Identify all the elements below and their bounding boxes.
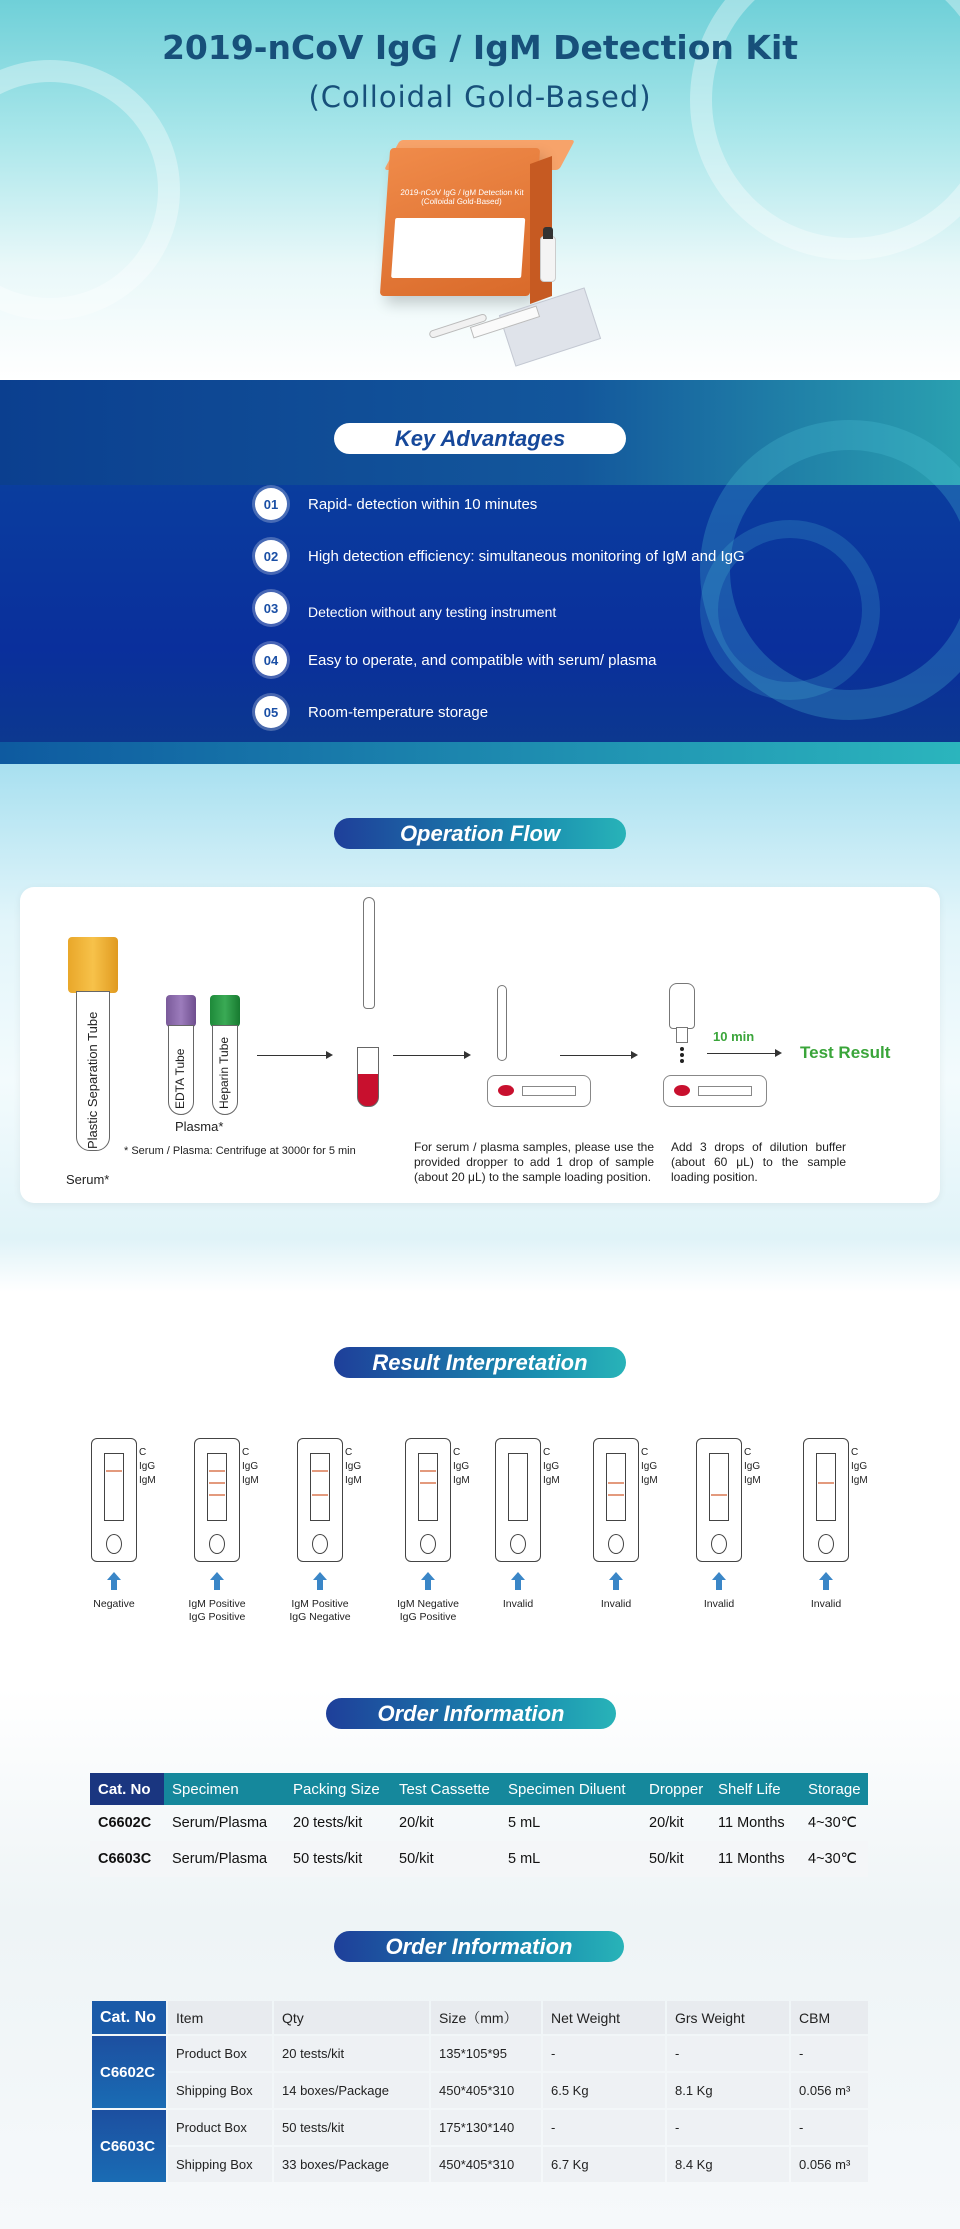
table-row: [90, 1841, 868, 1877]
table-row: [92, 2147, 868, 2182]
table-row: [92, 2073, 868, 2108]
arrow-up-icon: [421, 1572, 435, 1580]
arrow-icon: [560, 1055, 636, 1056]
table-cell: Serum/Plasma: [172, 1815, 268, 1831]
packaging-table: [90, 1999, 870, 2184]
centrifuge-note: * Serum / Plasma: Centrifuge at 3000r for 5 min: [124, 1145, 356, 1157]
arrow-up-icon: [819, 1572, 833, 1580]
line-labels: C IgG IgM: [851, 1447, 868, 1486]
column-header: Specimen Diluent: [500, 1773, 641, 1805]
result-caption: Invalid: [810, 1598, 842, 1610]
column-header: Test Cassette: [391, 1773, 500, 1805]
table-cell: 11 Months: [718, 1815, 785, 1831]
advantage-text: Rapid- detection within 10 minutes: [308, 495, 538, 513]
advantage-text: Detection without any testing instrument: [308, 604, 557, 620]
table-cell: 135*105*95: [431, 2036, 541, 2071]
dropper-icon: [497, 985, 507, 1061]
column-header: Specimen: [164, 1773, 285, 1805]
table-cell: Shipping Box: [168, 2073, 272, 2108]
table-cell: 20/kit: [649, 1815, 684, 1831]
table-cell: Serum/Plasma: [164, 1841, 285, 1877]
column-header: Qty: [274, 2001, 429, 2034]
band-decoration: [0, 742, 960, 764]
table-row: [92, 2110, 868, 2145]
step2-note: Add 3 drops of dilution buffer (about 60 μL) to the sample loading position.: [671, 1140, 846, 1184]
cat-no-cell: C6603C: [92, 2110, 166, 2182]
table-cell: 8.1 Kg: [667, 2073, 789, 2108]
table-cell: 50/kit: [641, 1841, 710, 1877]
table-cell: Shipping Box: [168, 2147, 272, 2182]
test-result-label: Test Result: [800, 1043, 891, 1062]
table-cell: 175*130*140: [431, 2110, 541, 2145]
section-heading: Order Information: [326, 1698, 616, 1729]
line-labels: C IgG IgM: [242, 1447, 259, 1486]
table-cell: -: [667, 2036, 789, 2071]
table-cell: 0.056 m³: [791, 2147, 868, 2182]
arrow-up-icon: [107, 1572, 121, 1580]
table-cell: 6.7 Kg: [543, 2147, 665, 2182]
table-cell: 450*405*310: [431, 2073, 541, 2108]
tube-label: Plastic Separation Tube: [85, 1011, 100, 1149]
result-caption: Invalid: [600, 1598, 632, 1610]
line-labels: C IgG IgM: [345, 1447, 362, 1486]
arrow-up-icon: [511, 1572, 525, 1580]
result-cassette: [297, 1438, 343, 1562]
arrow-up-icon: [609, 1572, 623, 1580]
serum-label: Serum*: [66, 1172, 110, 1187]
page-title: 2019-nCoV IgG / IgM Detection Kit: [161, 28, 799, 67]
tube-cap-icon: [68, 937, 118, 993]
result-interpretation-section: [0, 1292, 960, 1688]
table-cell: 450*405*310: [431, 2147, 541, 2182]
table-cell: -: [667, 2110, 789, 2145]
order-info-section: [0, 1688, 960, 1918]
test-cassette-icon: [487, 1075, 591, 1107]
table-cell: -: [543, 2110, 665, 2145]
result-caption: IgM Positive IgG Positive: [188, 1598, 246, 1623]
line-labels: C IgG IgM: [744, 1447, 761, 1486]
table-cell: 4~30℃: [808, 1815, 857, 1831]
table-cell: 11 Months: [710, 1841, 800, 1877]
advantage-item: [255, 642, 657, 678]
flow-panel: [20, 887, 940, 1203]
result-cassette: [593, 1438, 639, 1562]
table-cell: -: [543, 2036, 665, 2071]
table-cell: 33 boxes/Package: [274, 2147, 429, 2182]
bottle-tip-icon: [676, 1027, 688, 1043]
table-cell: Product Box: [168, 2110, 272, 2145]
arrow-icon: [257, 1055, 331, 1056]
advantage-item: [255, 694, 488, 730]
result-cassette: [495, 1438, 541, 1562]
advantage-text: Easy to operate, and compatible with serum/ plasma: [308, 651, 657, 669]
plasma-label: Plasma*: [175, 1119, 224, 1134]
section-heading: Result Interpretation: [334, 1347, 626, 1378]
arrow-up-icon: [210, 1572, 224, 1580]
arrow-icon: [707, 1053, 780, 1054]
table-cell: 20 tests/kit: [274, 2036, 429, 2071]
buffer-vial: [540, 236, 556, 282]
table-cell: 5 mL: [508, 1815, 541, 1831]
column-header: Shelf Life: [710, 1773, 800, 1805]
line-labels: C IgG IgM: [543, 1447, 560, 1486]
line-labels: C IgG IgM: [139, 1447, 156, 1486]
table-cell: -: [791, 2036, 868, 2071]
arrow-up-icon: [313, 1572, 327, 1580]
tube-cap-icon: [210, 995, 240, 1027]
result-cassette: [803, 1438, 849, 1562]
table-cell: 6.5 Kg: [543, 2073, 665, 2108]
column-header: Size（mm）: [431, 2001, 541, 2034]
advantage-number: 05: [255, 696, 287, 728]
table-cell: 0.056 m³: [791, 2073, 868, 2108]
advantage-text: High detection efficiency: simultaneous monitoring of IgM and IgG: [308, 547, 745, 565]
key-advantages-section: [0, 380, 960, 764]
result-caption: Negative: [93, 1598, 135, 1610]
section-heading: Operation Flow: [334, 818, 626, 849]
column-header: Packing Size: [285, 1773, 391, 1805]
table-row: [90, 1805, 868, 1841]
section-heading: Order Information: [334, 1931, 624, 1962]
advantage-number: 02: [255, 540, 287, 572]
result-cassette: [91, 1438, 137, 1562]
packaging-info-section: [0, 1918, 960, 2229]
advantage-number: 04: [255, 644, 287, 676]
column-header: Grs Weight: [667, 2001, 789, 2034]
arrow-up-icon: [712, 1572, 726, 1580]
hero-banner: [0, 0, 960, 380]
column-header: Cat. No: [90, 1773, 164, 1805]
table-cell: 50 tests/kit: [274, 2110, 429, 2145]
cat-no-cell: C6602C: [92, 2036, 166, 2108]
table-row: [92, 2036, 868, 2071]
advantage-number: 03: [255, 592, 287, 624]
arrow-icon: [393, 1055, 469, 1056]
table-cell: 50/kit: [391, 1841, 500, 1877]
advantage-text: Room-temperature storage: [308, 703, 489, 721]
result-caption: IgM Negative IgG Positive: [397, 1598, 459, 1623]
table-cell: 5 mL: [500, 1841, 641, 1877]
column-header: Storage: [800, 1773, 868, 1805]
result-cassette: [194, 1438, 240, 1562]
table-cell: -: [791, 2110, 868, 2145]
table-cell: 8.4 Kg: [667, 2147, 789, 2182]
column-header: Dropper: [641, 1773, 710, 1805]
test-cassette-icon: [663, 1075, 767, 1107]
column-header: Item: [168, 2001, 272, 2034]
column-header: Net Weight: [543, 2001, 665, 2034]
result-caption: Invalid: [502, 1598, 534, 1610]
table-cell: 50 tests/kit: [285, 1841, 391, 1877]
table-cell: Product Box: [168, 2036, 272, 2071]
page-subtitle: (Colloidal Gold-Based): [308, 80, 652, 114]
sample-tube: [357, 1047, 379, 1107]
buffer-bottle-icon: [669, 983, 695, 1029]
instruction-card: [499, 287, 601, 366]
advantage-item: [255, 590, 556, 626]
table-cell: 4~30℃: [800, 1841, 868, 1877]
table-cell: 20 tests/kit: [293, 1815, 363, 1831]
result-cassette: [405, 1438, 451, 1562]
table-header-row: [92, 2001, 868, 2034]
operation-flow-section: [0, 764, 960, 1292]
dropper-icon: [363, 897, 375, 1009]
tube-label: EDTA Tube: [173, 1048, 187, 1109]
line-labels: C IgG IgM: [641, 1447, 658, 1486]
line-labels: C IgG IgM: [453, 1447, 470, 1486]
time-label: 10 min: [713, 1029, 755, 1044]
result-cassette: [696, 1438, 742, 1562]
tube-cap-icon: [166, 995, 196, 1027]
table-cell: C6603C: [90, 1841, 164, 1877]
result-caption: Invalid: [703, 1598, 735, 1610]
column-header: Cat. No: [92, 2001, 166, 2034]
table-header-row: [90, 1773, 868, 1805]
advantage-item: [255, 538, 745, 574]
kit-box-title: 2019-nCoV IgG / IgM Detection Kit (Colloidal Gold-Based): [400, 188, 524, 206]
kit-box-label: [391, 218, 525, 278]
product-kit-box: [380, 148, 540, 296]
advantage-item: [255, 486, 537, 522]
tube-label: Heparin Tube: [217, 1036, 231, 1109]
order-table: [90, 1773, 868, 1877]
table-cell: 14 boxes/Package: [274, 2073, 429, 2108]
table-cell: 20/kit: [399, 1815, 434, 1831]
step1-note: For serum / plasma samples, please use the provided dropper to add 1 drop of sample (about 20 μL) to the sample loading position.: [414, 1140, 654, 1184]
section-heading: Key Advantages: [334, 423, 626, 454]
column-header: CBM: [791, 2001, 868, 2034]
result-caption: IgM Positive IgG Negative: [289, 1598, 351, 1623]
table-cell: C6602C: [98, 1815, 152, 1831]
drops-icon: [680, 1047, 684, 1051]
advantage-number: 01: [255, 488, 287, 520]
